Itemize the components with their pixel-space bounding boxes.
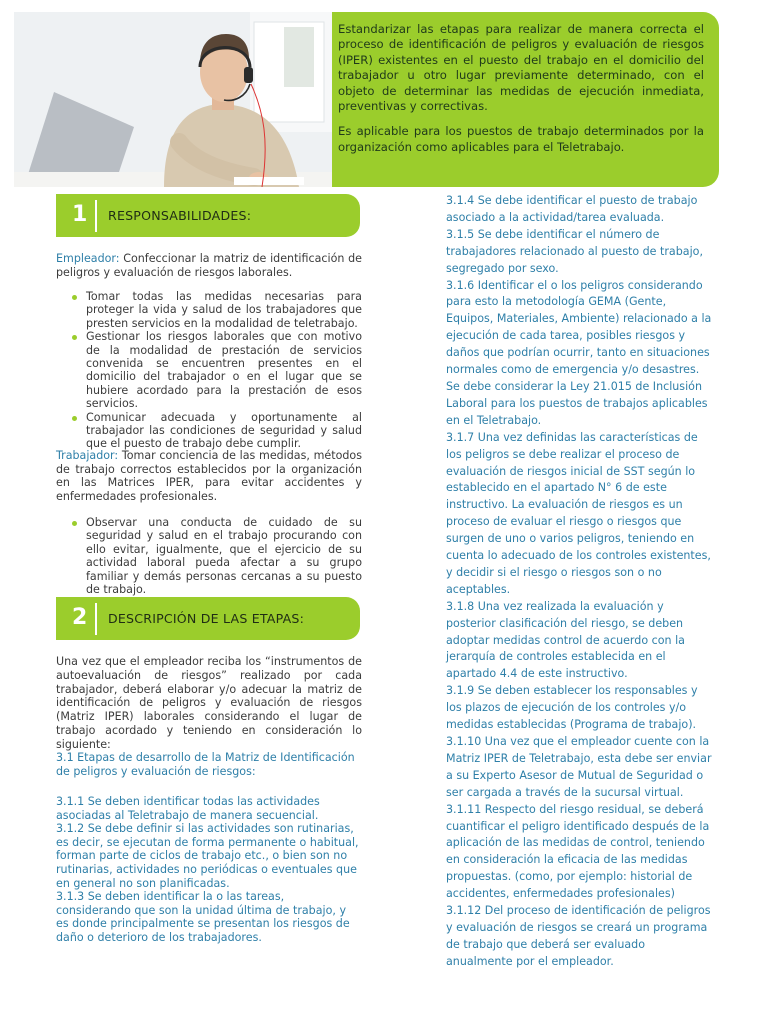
steps-right [446, 193, 714, 971]
list-item: 3.1.9 Se deben establecer los responsables y los plazos de ejecución de los controles y/o medidas establecidas (Programa de trabajo). [446, 684, 698, 732]
list-item: Comunicar adecuada y oportunamente al trabajador las condiciones de seguridad y salud que el puesto de trabajo debe cumplir. [70, 411, 362, 451]
list-item: 3.1.3 Se deben identificar la o las tareas, considerando que son la unidad última de trabajo, y es donde principalmente se presentan los riesgos de daño o deterioro de los trabajadores. [56, 890, 350, 944]
section-2-intro: Una vez que el empleador reciba los “instrumentos de autoevaluación de riesgos” realizado por cada trabajador, deberá elaborar y/o adecuar la matriz de identificación de peligros y evaluación de riesgos (Matriz IPER) laborales considerando el lugar de trabajo acordado y teniendo en consideración lo siguiente: [56, 655, 362, 751]
list-item: 3.1.2 Se debe definir si las actividades son rutinarias, es decir, se ejecutan de forma permanente o habitual, forman parte de ciclos de trabajo etc., o bien son no rutinarias, actividades no periódicas o eventuales que en general no son planificadas. [56, 822, 359, 890]
list-item: 3.1.5 Se debe identificar el número de trabajadores relacionado al puesto de trabajo, segregado por sexo. [446, 227, 703, 275]
list-item: 3.1.11 Respecto del riesgo residual, se deberá cuantificar el peligro identificado después de la aplicación de las medidas de control, teniendo en consideración la eficacia de las medidas propuestas. (como, por ejemplo: historial de accidentes, enfermedades profesionales) [446, 802, 710, 901]
scope-paragraph: Es aplicable para los puestos de trabajo determinados por la organización como aplicables para el Teletrabajo. [338, 124, 704, 154]
list-item: 3.1.4 Se debe identificar el puesto de trabajo asociado a la actividad/tarea evaluada. [446, 194, 698, 224]
list-item: Tomar todas las medidas necesarias para proteger la vida y salud de los trabajadores que presten servicios en la modalidad de teletrabajo. [70, 290, 362, 330]
empleador-text: Confeccionar la matriz de identificación de peligros y evaluación de riesgos laborales. [56, 252, 362, 279]
empleador-bullets [70, 290, 362, 451]
section-2-title: DESCRIPCIÓN DE LAS ETAPAS: [108, 611, 305, 626]
section-1-title: RESPONSABILIDADES: [108, 208, 252, 223]
trabajador-text: Tomar conciencia de las medidas, métodos de trabajo correctos establecidos por la organización en las Matrices IPER, para evitar accidentes y enfermedades profesionales. [56, 449, 362, 503]
section-2-number: 2 [72, 605, 88, 630]
list-item: Gestionar los riesgos laborales que con motivo de la modalidad de prestación de servicios convenida se encuentren presentes en el domicilio del trabajador o en el lugar que se hubiere acordado para la prestación de esos servicios. [70, 330, 362, 410]
list-item: 3.1.8 Una vez realizada la evaluación y posterior clasificación del riesgo, se deben adoptar medidas control de acuerdo con la jerarquía de controles establecida en el apartado 4.4 de este instructivo. [446, 599, 685, 681]
teleworker-illustration [14, 12, 332, 187]
trabajador-label: Trabajador: [56, 449, 119, 462]
trabajador-paragraph [56, 449, 362, 503]
hero-text [338, 22, 704, 165]
list-item: 3.1.6 Identificar el o los peligros considerando para esto la metodología GEMA (Gente, Equipos, Materiales, Ambiente) relacionado a la ejecución de cada tarea, posibles riesgos y daños que podrían ocurrir, tanto en situaciones normales como de emergencia y/o desastres. Se debe considerar la Ley 21.015 de Inclusión Laboral para los puestos de trabajos aplicables en el Teletrabajo. [446, 278, 712, 427]
list-item: 3.1.7 Una vez definidas las características de los peligros se debe realizar el proceso de evaluación de riesgos inicial de SST según lo establecido en el apartado N° 6 de este instructivo. La evaluación de riesgos es un proceso de evaluar el riesgo o riesgos que surgen de uno o varios peligros, teniendo en cuenta lo adecuado de los controles existentes, y decidir si el riesgo o riesgos son o no aceptables. [446, 430, 711, 596]
section-1-divider [95, 200, 97, 232]
empleador-label: Empleador: [56, 252, 120, 265]
list-item: Observar una conducta de cuidado de su seguridad y salud en el trabajo procurando con ello evitar, igualmente, que el ejercicio de su actividad laboral pueda afectar a su grupo familiar y demás personas cercanas a su puesto de trabajo. [70, 516, 362, 596]
list-item: 3.1.10 Una vez que el empleador cuente con la Matriz IPER de Teletrabajo, esta debe ser enviar a su Experto Asesor de Mutual de Seguridad o ser cargada a través de la sucursal virtual. [446, 735, 712, 799]
empleador-paragraph [56, 252, 362, 279]
section-2-subtitle: 3.1 Etapas de desarrollo de la Matriz de Identificación de peligros y evaluación de riesgos: [56, 751, 355, 778]
section-1-number: 1 [72, 202, 88, 227]
objective-paragraph: Estandarizar las etapas para realizar de manera correcta el proceso de identificación de peligros y evaluación de riesgos (IPER) existentes en el puesto del trabajo en el domicilio del trabajador u otro lugar previamente determinado, con el objeto de determinar las medidas de ejecución inmediata, preventivas y correctivas. [338, 22, 704, 114]
list-item: 3.1.12 Del proceso de identificación de peligros y evaluación de riesgos se creará un programa de trabajo que deberá ser evaluado anualmente por el empleador. [446, 904, 711, 968]
section-2-divider [95, 603, 97, 635]
teleworker-photo [14, 12, 332, 187]
steps-left [56, 795, 362, 945]
trabajador-bullets [70, 516, 362, 596]
list-item: 3.1.1 Se deben identificar todas las actividades asociadas al Teletrabajo de manera secuencial. [56, 795, 320, 822]
